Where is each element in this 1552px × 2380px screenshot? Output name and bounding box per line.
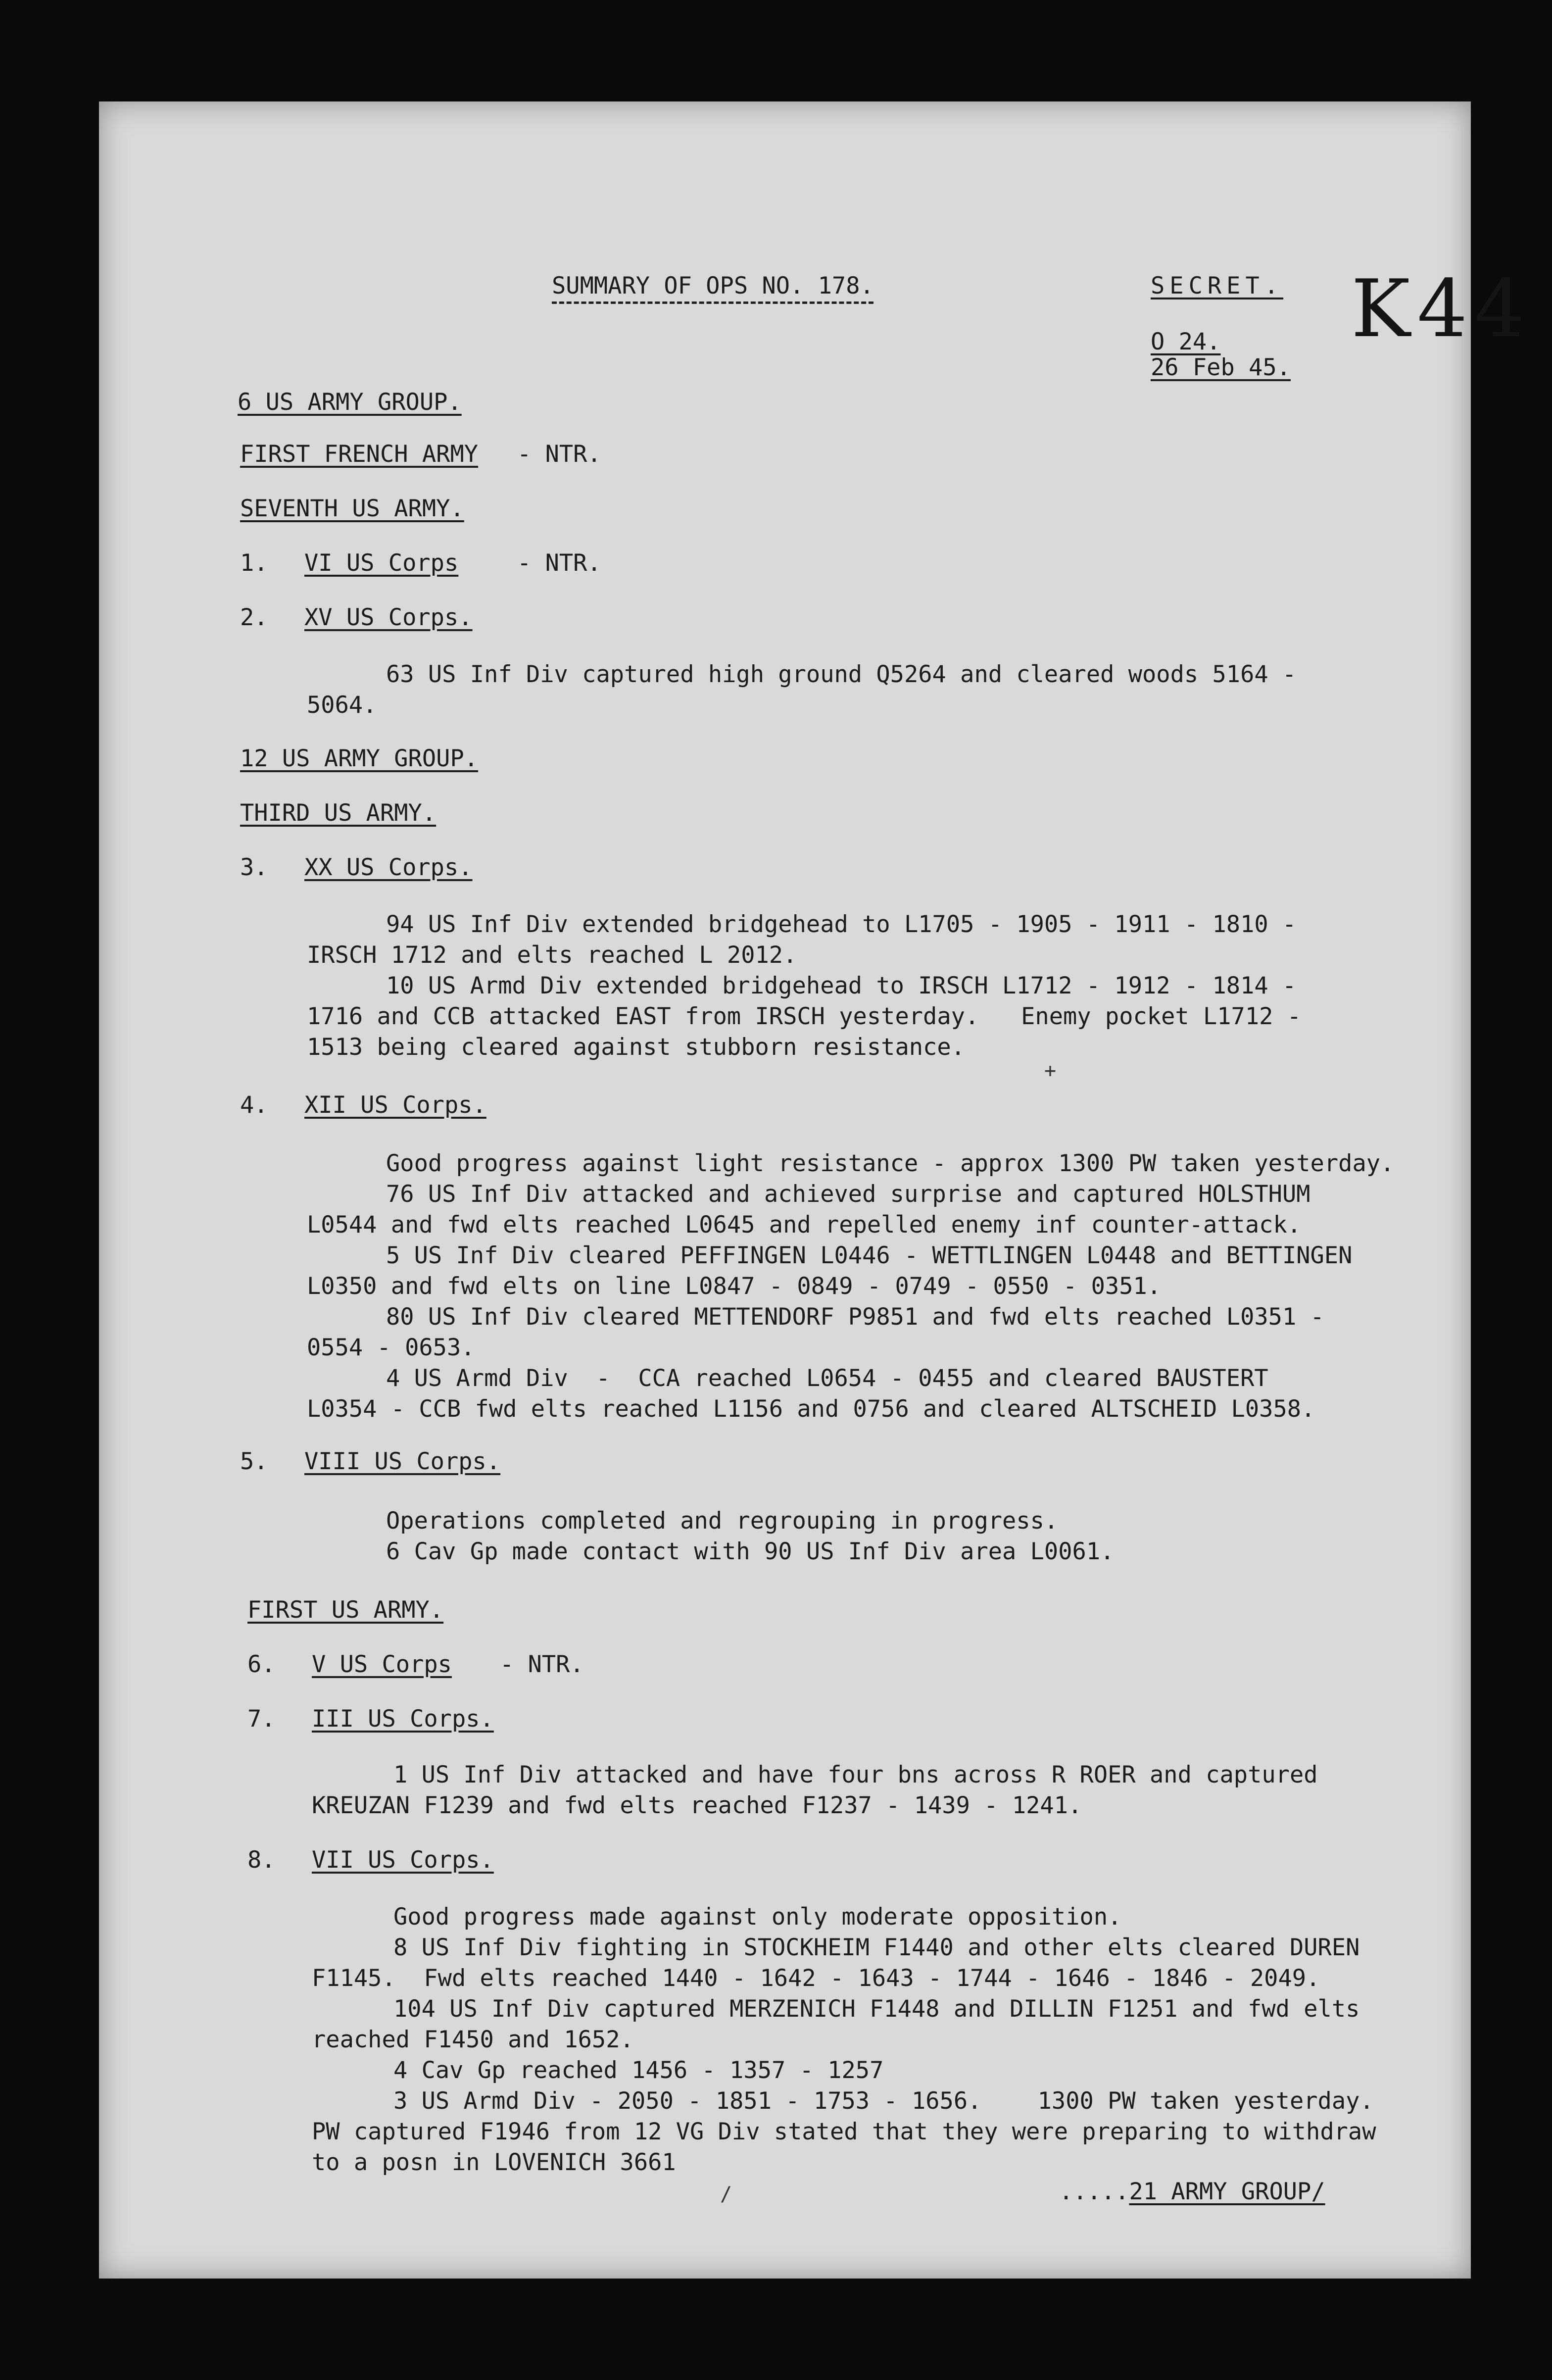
report-line: reached F1450 and 1652. xyxy=(312,2026,634,2053)
report-line: 63 US Inf Div captured high ground Q5264 and cleared woods 5164 - xyxy=(386,661,1297,688)
continuation-dots: ..... xyxy=(1059,2178,1129,2205)
handwritten-reference: K44 xyxy=(1351,262,1532,355)
report-line: 76 US Inf Div attacked and achieved surprise and captured HOLSTHUM xyxy=(386,1181,1310,1208)
section-number: 8. xyxy=(247,1846,276,1874)
section-number: 5. xyxy=(240,1448,268,1475)
report-line: 5 US Inf Div cleared PEFFINGEN L0446 - WETTLINGEN L0448 and BETTINGEN xyxy=(386,1242,1353,1269)
report-line: L0354 - CCB fwd elts reached L1156 and 0756 and cleared ALTSCHEID L0358. xyxy=(307,1395,1315,1423)
continuation-note xyxy=(1059,2178,1325,2206)
report-line: 10 US Armd Div extended bridgehead to IRSCH L1712 - 1912 - 1814 - xyxy=(386,972,1297,999)
report-line: 4 Cav Gp reached 1456 - 1357 - 1257 xyxy=(393,2057,884,2084)
report-line: 4 US Armd Div - CCA reached L0654 - 0455 and cleared BAUSTERT xyxy=(386,1365,1268,1392)
document-date: 26 Feb 45. xyxy=(1151,354,1291,381)
pencil-mark: / xyxy=(720,2183,732,2206)
heading-army: SEVENTH US ARMY. xyxy=(240,495,464,522)
report-line: 3 US Armd Div - 2050 - 1851 - 1753 - 1656. 1300 PW taken yesterday. xyxy=(393,2087,1374,2115)
ntr-text: - NTR. xyxy=(500,1651,584,1678)
corps-heading: V US Corps xyxy=(312,1651,452,1678)
corps-heading: III US Corps. xyxy=(312,1705,494,1733)
report-line: L0544 and fwd elts reached L0645 and repelled enemy inf counter-attack. xyxy=(307,1211,1302,1239)
heading-army-group: 6 US ARMY GROUP. xyxy=(238,389,462,416)
ntr-text: - NTR. xyxy=(517,549,601,577)
heading-army: THIRD US ARMY. xyxy=(240,799,436,827)
report-line: Good progress made against only moderate opposition. xyxy=(393,1903,1122,1931)
report-line: 6 Cav Gp made contact with 90 US Inf Div area L0061. xyxy=(386,1538,1115,1565)
report-line: 1716 and CCB attacked EAST from IRSCH yesterday. Enemy pocket L1712 - xyxy=(307,1003,1302,1030)
document-reference: O 24. xyxy=(1151,328,1221,355)
corps-heading: XX US Corps. xyxy=(304,854,473,881)
report-line: 0554 - 0653. xyxy=(307,1334,475,1361)
report-line: 1513 being cleared against stubborn resistance. xyxy=(307,1034,965,1061)
section-number: 6. xyxy=(247,1651,276,1678)
section-number: 7. xyxy=(247,1705,276,1733)
continuation-heading: 21 ARMY GROUP/ xyxy=(1129,2178,1325,2205)
report-line: F1145. Fwd elts reached 1440 - 1642 - 1643 - 1744 - 1646 - 1846 - 2049. xyxy=(312,1965,1320,1992)
corps-heading: VII US Corps. xyxy=(312,1846,494,1874)
heading-army: FIRST FRENCH ARMY xyxy=(240,441,479,468)
report-line: Operations completed and regrouping in progress. xyxy=(386,1507,1059,1535)
section-number: 2. xyxy=(240,604,268,631)
pencil-mark: + xyxy=(1044,1059,1057,1082)
report-line: 5064. xyxy=(307,692,377,719)
corps-heading: VI US Corps xyxy=(304,549,459,577)
report-line: KREUZAN F1239 and fwd elts reached F1237 - 1439 - 1241. xyxy=(312,1792,1082,1819)
ntr-text: - NTR. xyxy=(517,441,601,468)
section-number: 1. xyxy=(240,549,268,577)
classification-marking: SECRET. xyxy=(1151,272,1284,299)
document-title: SUMMARY OF OPS NO. 178. xyxy=(552,272,874,299)
section-number: 3. xyxy=(240,854,268,881)
document-page xyxy=(99,101,1532,2279)
heading-army-group: 12 US ARMY GROUP. xyxy=(240,745,479,772)
report-line: 94 US Inf Div extended bridgehead to L1705 - 1905 - 1911 - 1810 - xyxy=(386,911,1297,938)
heading-army: FIRST US ARMY. xyxy=(247,1596,444,1624)
report-line: 1 US Inf Div attacked and have four bns across R ROER and captured xyxy=(393,1761,1318,1788)
corps-heading: XII US Corps. xyxy=(304,1091,486,1119)
report-line: 8 US Inf Div fighting in STOCKHEIM F1440 and other elts cleared DUREN xyxy=(393,1934,1360,1961)
corps-heading: VIII US Corps. xyxy=(304,1448,501,1475)
corps-heading: XV US Corps. xyxy=(304,604,473,631)
report-line: PW captured F1946 from 12 VG Div stated that they were preparing to withdraw xyxy=(312,2118,1376,2145)
report-line: IRSCH 1712 and elts reached L 2012. xyxy=(307,942,797,969)
report-line: 80 US Inf Div cleared METTENDORF P9851 and fwd elts reached L0351 - xyxy=(386,1303,1324,1331)
report-line: to a posn in LOVENICH 3661 xyxy=(312,2149,676,2176)
report-line: L0350 and fwd elts on line L0847 - 0849 - 0749 - 0550 - 0351. xyxy=(307,1273,1162,1300)
report-line: 104 US Inf Div captured MERZENICH F1448 and DILLIN F1251 and fwd elts xyxy=(393,1995,1360,2023)
section-number: 4. xyxy=(240,1091,268,1119)
report-line: Good progress against light resistance - approx 1300 PW taken yesterday. xyxy=(386,1150,1395,1177)
